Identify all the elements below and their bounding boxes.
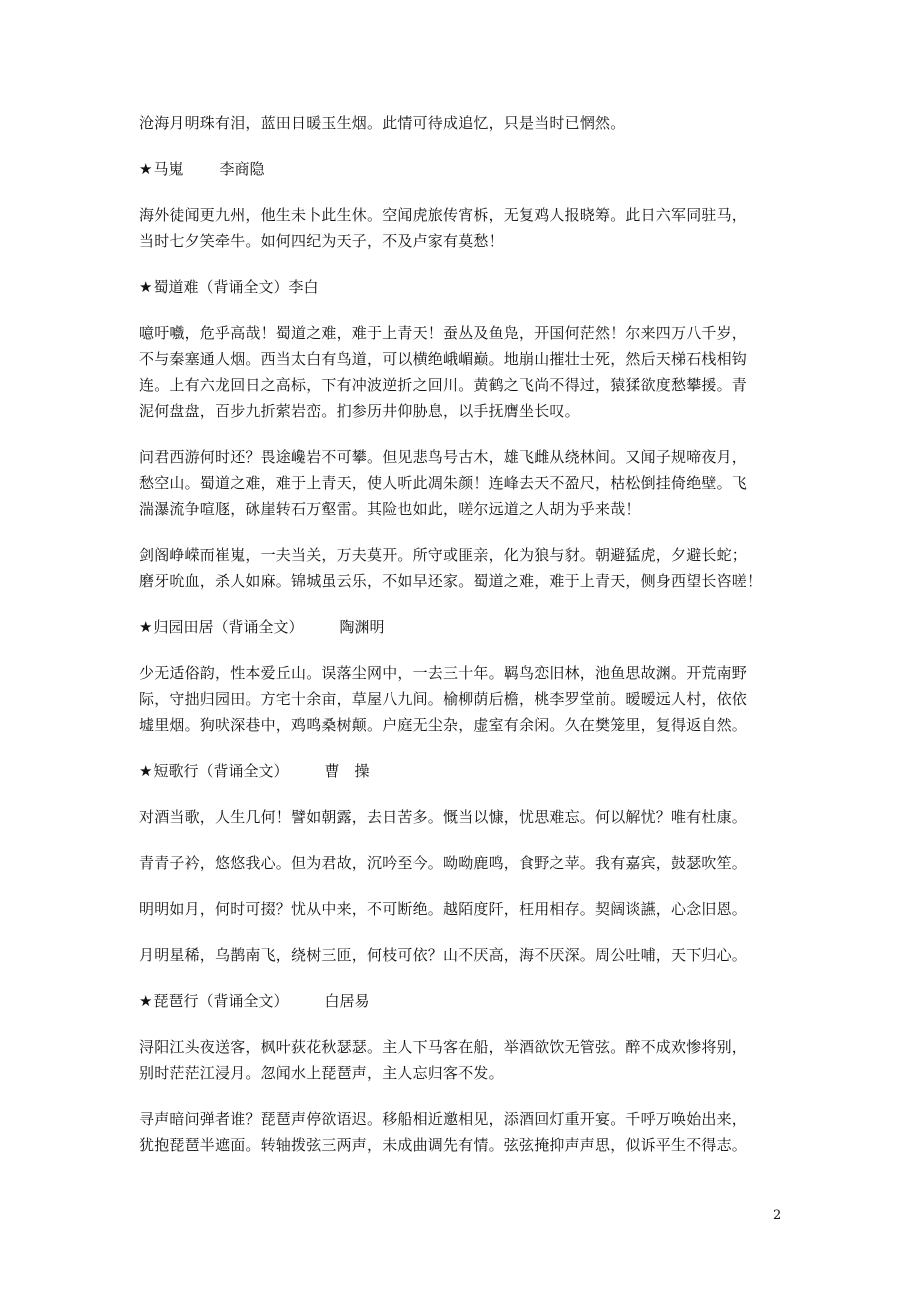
- paragraph-line: 月明星稀，乌鹊南飞，绕树三匝，何枝可依？山不厌高，海不厌深。周公吐哺，天下归心。: [139, 946, 748, 964]
- poem-author: 陶渊明: [339, 618, 385, 636]
- paragraph-line: 别时茫茫江浸月。忽闻水上琵琶声，主人忘归客不发。: [139, 1064, 504, 1082]
- poem-paragraph: [139, 660, 781, 738]
- paragraph-line: 泥何盘盘，百步九折萦岩峦。扪参历井仰胁息，以手抚膺坐长叹。: [139, 402, 580, 420]
- poem-author: 白居易: [324, 992, 370, 1010]
- poem-title: 蜀道难（背诵全文）李白: [153, 278, 319, 296]
- poem-heading: [139, 758, 781, 784]
- poem-paragraph: [139, 542, 781, 594]
- paragraph-line: 湍瀑流争喧豗，砯崖转石万壑雷。其险也如此，嗟尔远道之人胡为乎来哉！: [139, 500, 641, 518]
- paragraph-line: 对酒当歌，人生几何！譬如朝露，去日苦多。慨当以慷，忧思难忘。何以解忧？唯有杜康。: [139, 808, 748, 826]
- paragraph-line: 明明如月，何时可掇？忧从中来，不可断绝。越陌度阡，枉用相存。契阔谈讌，心念旧恩。: [139, 900, 748, 918]
- poem-heading: [139, 274, 781, 300]
- paragraph-line: 不与秦塞通人烟。西当太白有鸟道，可以横绝峨嵋巅。地崩山摧壮士死，然后天梯石栈相钩: [139, 350, 748, 368]
- poem-paragraph: [139, 896, 781, 922]
- paragraph-line: 海外徒闻更九州，他生未卜此生休。空闻虎旅传宵柝，无复鸡人报晓筹。此日六军同驻马，: [139, 206, 748, 224]
- poem-heading: [139, 614, 781, 640]
- paragraph-line: 犹抱琵琶半遮面。转轴拨弦三两声，未成曲调先有情。弦弦掩抑声声思，似诉平生不得志。: [139, 1136, 748, 1154]
- poem-title: 归园田居（背诵全文）: [153, 618, 304, 636]
- paragraph-line: 青青子衿，悠悠我心。但为君故，沉吟至今。呦呦鹿鸣，食野之苹。我有嘉宾，鼓瑟吹笙。: [139, 854, 748, 872]
- poem-paragraph: [139, 804, 781, 830]
- paragraph-line: 磨牙吮血，杀人如麻。锦城虽云乐，不如早还家。蜀道之难，难于上青天，侧身西望长咨嗟！: [139, 572, 763, 590]
- paragraph-line: 少无适俗韵，性本爱丘山。误落尘网中，一去三十年。羁鸟恋旧林，池鱼思故渊。开荒南野: [139, 664, 748, 682]
- poem-title: 短歌行（背诵全文）: [153, 762, 289, 780]
- poem-paragraph: [139, 1034, 781, 1086]
- star-icon: ★: [139, 762, 153, 780]
- paragraph-line: 问君西游何时还？畏途巉岩不可攀。但见悲鸟号古木，雄飞雌从绕林间。又闻子规啼夜月，: [139, 448, 748, 466]
- paragraph-line: 寻声暗问弹者谁？琵琶声停欲语迟。移船相近邀相见，添酒回灯重开宴。千呼万唤始出来，: [139, 1110, 748, 1128]
- paragraph-line: 浔阳江头夜送客，枫叶荻花秋瑟瑟。主人下马客在船，举酒欲饮无管弦。醉不成欢惨将别，: [139, 1038, 748, 1056]
- poem-paragraph: [139, 202, 781, 254]
- star-icon: ★: [139, 992, 153, 1010]
- star-icon: ★: [139, 278, 153, 296]
- poem-heading: [139, 988, 781, 1014]
- poem-paragraph: [139, 942, 781, 968]
- poem-paragraph: [139, 110, 781, 136]
- poem-title: 马嵬: [153, 160, 184, 178]
- paragraph-line: 连。上有六龙回日之高标，下有冲波逆折之回川。黄鹤之飞尚不得过，猿猱欲度愁攀援。青: [139, 376, 748, 394]
- poem-title: 琵琶行（背诵全文）: [153, 992, 289, 1010]
- page-number: 2: [773, 1208, 782, 1223]
- document-body: [139, 110, 781, 1178]
- star-icon: ★: [139, 160, 153, 178]
- paragraph-line: 沧海月明珠有泪，蓝田日暖玉生烟。此情可待成追忆，只是当时已惘然。: [139, 114, 626, 132]
- poem-author: 李商隐: [219, 160, 265, 178]
- star-icon: ★: [139, 618, 153, 636]
- paragraph-line: 际，守拙归园田。方宅十余亩，草屋八九间。榆柳荫后檐，桃李罗堂前。暧暧远人村，依依: [139, 690, 748, 708]
- paragraph-line: 愁空山。蜀道之难，难于上青天，使人听此凋朱颜！连峰去天不盈尺，枯松倒挂倚绝壁。飞: [139, 474, 748, 492]
- poem-paragraph: [139, 1106, 781, 1158]
- paragraph-line: 墟里烟。狗吠深巷中，鸡鸣桑树颠。户庭无尘杂，虚室有余闲。久在樊笼里，复得返自然。: [139, 716, 748, 734]
- paragraph-line: 剑阁峥嵘而崔嵬，一夫当关，万夫莫开。所守或匪亲，化为狼与豺。朝避猛虎，夕避长蛇；: [139, 546, 748, 564]
- paragraph-line: 当时七夕笑牵牛。如何四纪为天子，不及卢家有莫愁！: [139, 232, 504, 250]
- poem-paragraph: [139, 850, 781, 876]
- poem-heading: [139, 156, 781, 182]
- paragraph-line: 噫吁嚱，危乎高哉！蜀道之难，难于上青天！蚕丛及鱼凫，开国何茫然！尔来四万八千岁，: [139, 324, 748, 342]
- poem-author: 曹 操: [324, 762, 370, 780]
- poem-paragraph: [139, 444, 781, 522]
- poem-paragraph: [139, 320, 781, 424]
